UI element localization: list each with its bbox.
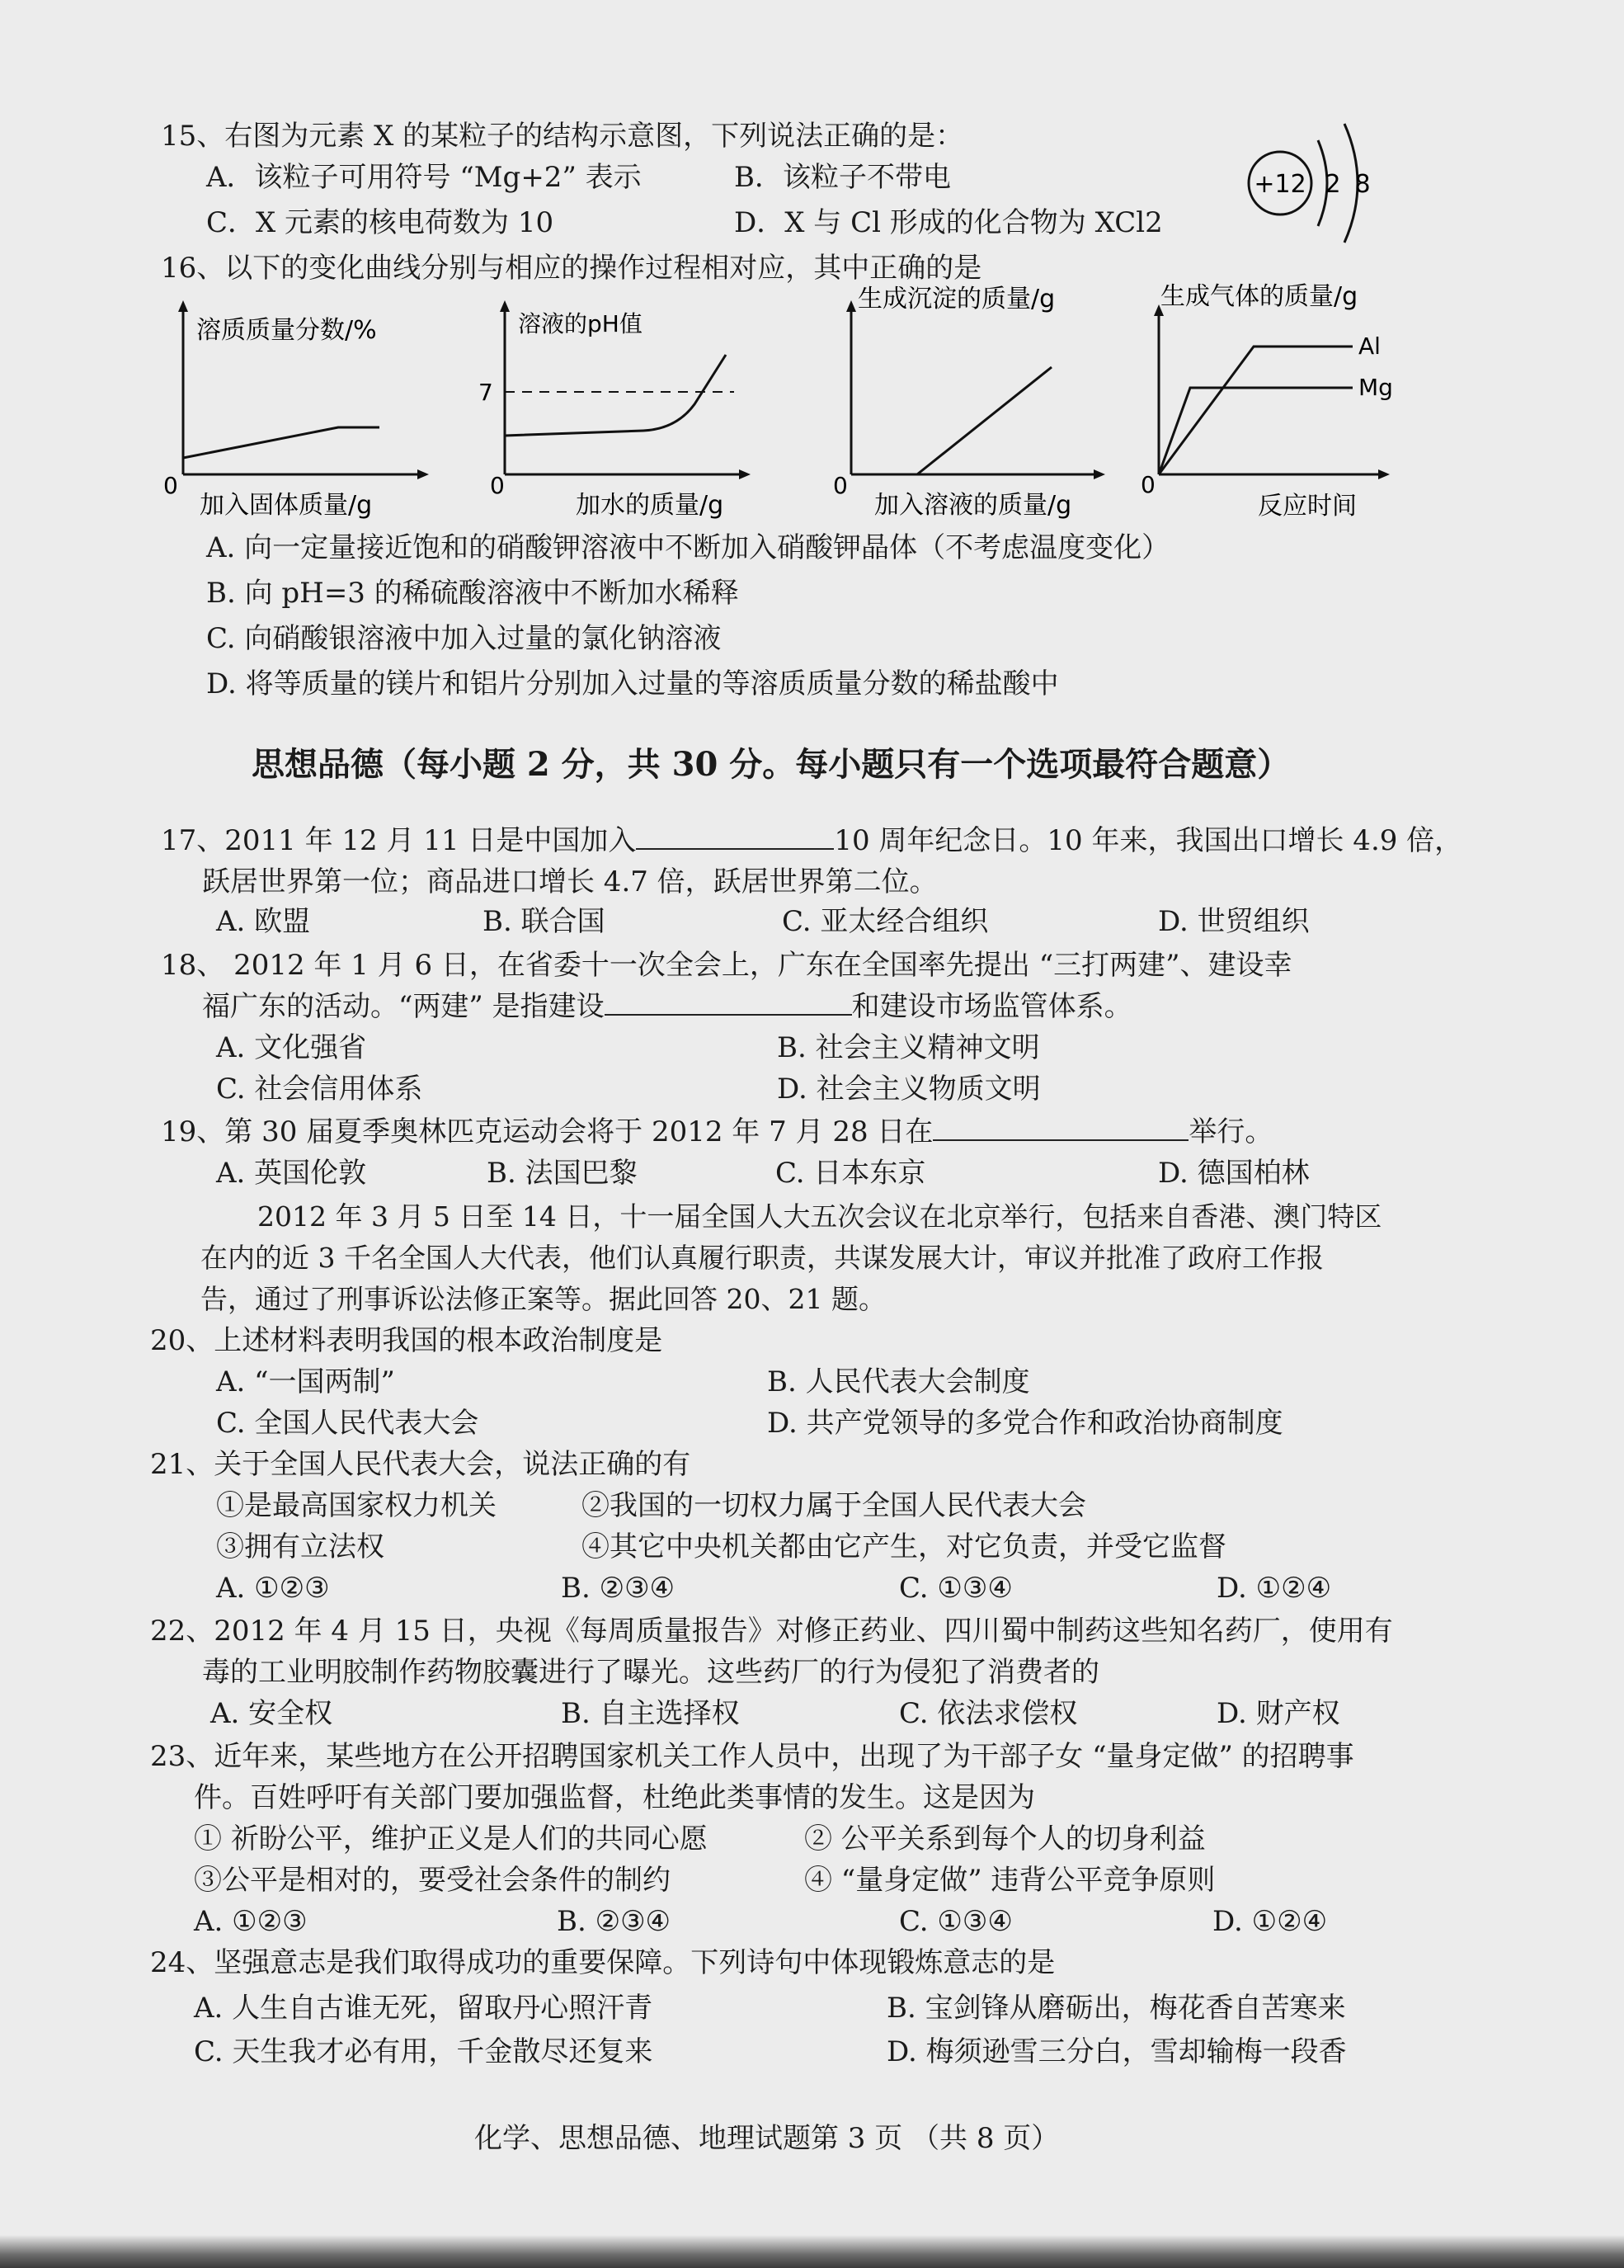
section-heading: 思想品德（每小题 2 分，共 30 分。每小题只有一个选项最符合题意） xyxy=(252,745,1291,784)
q17-option-b: B. 联合国 xyxy=(482,905,605,938)
q18-option-b: B. 社会主义精神文明 xyxy=(777,1031,1040,1064)
q19-option-b: B. 法国巴黎 xyxy=(487,1157,638,1190)
q24-option-d: D. 梅须逊雪三分白，雪却输梅一段香 xyxy=(887,2035,1347,2068)
q21-option-d: D. ①②④ xyxy=(1217,1572,1332,1605)
q16-stem: 16、以下的变化曲线分别与相应的操作过程相对应，其中正确的是 xyxy=(161,252,982,285)
q23-statement-3: ③公平是相对的，要受社会条件的制约 xyxy=(194,1864,671,1897)
q22-stem-cont: 毒的工业明胶制作药物胶囊进行了曝光。这些药厂的行为侵犯了消费者的 xyxy=(202,1656,1099,1689)
graph-b-xlabel: 加水的质量/g xyxy=(576,491,724,520)
graph-d-legend-mg: Mg xyxy=(1358,374,1393,401)
q15-option-a: A．该粒子可用符号 “Mg+2” 表示 xyxy=(206,161,642,194)
atom-structure-diagram xyxy=(1229,107,1394,256)
graph-a-xlabel: 加入固体质量/g xyxy=(200,491,373,520)
graph-c-y-arrow xyxy=(846,300,856,312)
q15-option-b: B．该粒子不带电 xyxy=(734,161,951,194)
q20-option-d: D. 共产党领导的多党合作和政治协商制度 xyxy=(767,1407,1283,1440)
material-line-1: 2012 年 3 月 5 日至 14 日，十一届全国人大五次会议在北京举行，包括来自香港、澳门特区 xyxy=(257,1200,1382,1233)
graph-c-origin: 0 xyxy=(833,472,848,499)
q21-option-b: B. ②③④ xyxy=(561,1572,675,1605)
q23-statement-2: ② 公平关系到每个人的切身利益 xyxy=(804,1822,1206,1855)
material-line-3: 告，通过了刑事诉讼法修正案等。据此回答 20、21 题。 xyxy=(200,1283,886,1315)
q17-stem-cont: 跃居世界第一位；商品进口增长 4.7 倍，跃居世界第二位。 xyxy=(202,865,938,898)
graph-d-xlabel: 反应时间 xyxy=(1258,492,1357,520)
q18-option-d: D. 社会主义物质文明 xyxy=(777,1073,1041,1106)
q17-stem: 17、2011 年 12 月 11 日是中国加入 10 周年纪念日。10 年来，我国出口增长 4.9 倍， xyxy=(161,824,1463,857)
graph-a-origin: 0 xyxy=(163,472,178,499)
graph-b-mark: 7 xyxy=(478,379,493,406)
graph-d-x-arrow xyxy=(1378,469,1390,479)
q17-option-a: A. 欧盟 xyxy=(216,905,311,938)
graph-c-ylabel: 生成沉淀的质量/g xyxy=(858,285,1056,314)
q23-option-a: A. ①②③ xyxy=(194,1905,308,1938)
q18-stem: 18、 2012 年 1 月 6 日，在省委十一次全会上，广东在全国率先提出 “三打两建”、建设幸 xyxy=(161,949,1292,982)
q20-option-c: C. 全国人民代表大会 xyxy=(216,1407,479,1440)
q23-option-c: C. ①③④ xyxy=(899,1905,1013,1938)
q19-stem: 19、第 30 届夏季奥林匹克运动会将于 2012 年 7 月 28 日在 举行。 xyxy=(161,1115,1273,1148)
material-line-2: 在内的近 3 千名全国人大代表，他们认真履行职责，共谋发展大计，审议并批准了政府工作报 xyxy=(200,1242,1324,1274)
q17-option-c: C. 亚太经合组织 xyxy=(782,905,989,938)
q21-statement-3: ③拥有立法权 xyxy=(216,1530,384,1563)
graph-b-ylabel: 溶液的pH值 xyxy=(518,310,643,337)
q21-statement-4: ④其它中央机关都由它产生，对它负责，并受它监督 xyxy=(581,1530,1226,1563)
graph-d-origin: 0 xyxy=(1141,471,1156,498)
q18-option-c: C. 社会信用体系 xyxy=(216,1073,423,1106)
q18-option-a: A. 文化强省 xyxy=(216,1031,367,1064)
q22-option-b: B. 自主选择权 xyxy=(561,1697,740,1730)
graph-c xyxy=(825,281,1138,520)
graph-b xyxy=(478,297,784,520)
shell-1-electrons: 2 xyxy=(1325,170,1341,199)
graph-a xyxy=(157,297,454,520)
graph-a-ylabel: 溶质质量分数/% xyxy=(196,316,377,345)
q22-option-a: A. 安全权 xyxy=(210,1697,333,1730)
q23-statement-4: ④ “量身定做” 违背公平竞争原则 xyxy=(804,1864,1216,1897)
q16-option-d: D. 将等质量的镁片和铝片分别加入过量的等溶质质量分数的稀盐酸中 xyxy=(206,667,1059,700)
page-footer: 化学、思想品德、地理试题第 3 页 （共 8 页） xyxy=(474,2122,1060,2155)
q16-option-a: A. 向一定量接近饱和的硝酸钾溶液中不断加入硝酸钾晶体（不考虑温度变化） xyxy=(206,531,1170,564)
q15-stem: 15、右图为元素 X 的某粒子的结构示意图，下列说法正确的是： xyxy=(161,120,964,153)
q23-option-d: D. ①②④ xyxy=(1212,1905,1328,1938)
graph-d-al-curve xyxy=(1159,347,1353,474)
graph-c-x-arrow xyxy=(1094,469,1105,479)
q21-stem: 21、关于全国人民代表大会，说法正确的有 xyxy=(150,1448,691,1481)
q20-stem: 20、上述材料表明我国的根本政治制度是 xyxy=(150,1324,663,1357)
q19-option-c: C. 日本东京 xyxy=(775,1157,926,1190)
q24-option-b: B. 宝剑锋从磨砺出，梅花香自苦寒来 xyxy=(887,1992,1346,2025)
q24-option-c: C. 天生我才必有用，千金散尽还复来 xyxy=(194,2035,653,2068)
graph-d-legend-al: Al xyxy=(1358,332,1381,360)
q20-option-a: A. “一国两制” xyxy=(216,1365,395,1398)
graph-a-y-arrow xyxy=(178,300,188,312)
q15-option-d: D．X 与 Cl 形成的化合物为 XCl2 xyxy=(734,206,1163,239)
q23-stem: 23、近年来，某些地方在公开招聘国家机关工作人员中，出现了为干部子女 “量身定做” 的招聘事 xyxy=(150,1740,1354,1773)
q19-option-d: D. 德国柏林 xyxy=(1158,1157,1310,1190)
graph-d-ylabel: 生成气体的质量/g xyxy=(1160,282,1358,311)
graph-c-curve xyxy=(917,367,1052,474)
graph-b-x-arrow xyxy=(739,469,751,479)
q16-option-b: B. 向 pH=3 的稀硫酸溶液中不断加水稀释 xyxy=(206,577,739,610)
q22-option-c: C. 依法求偿权 xyxy=(899,1697,1078,1730)
scan-bottom-edge xyxy=(0,2235,1624,2268)
graph-a-x-arrow xyxy=(417,469,429,479)
q20-option-b: B. 人民代表大会制度 xyxy=(767,1365,1030,1398)
graph-d-mg-curve xyxy=(1159,388,1353,474)
q21-statement-2: ②我国的一切权力属于全国人民代表大会 xyxy=(581,1489,1086,1522)
q21-option-c: C. ①③④ xyxy=(899,1572,1013,1605)
q17-option-d: D. 世贸组织 xyxy=(1158,905,1310,938)
q18-stem-cont: 福广东的活动。“两建” 是指建设 和建设市场监管体系。 xyxy=(202,990,1132,1023)
q19-option-a: A. 英国伦敦 xyxy=(216,1157,367,1190)
q17-blank xyxy=(636,823,834,850)
q24-stem: 24、坚强意志是我们取得成功的重要保障。下列诗句中体现锻炼意志的是 xyxy=(150,1946,1056,1979)
graph-a-curve xyxy=(183,427,379,458)
nucleus-charge: +12 xyxy=(1254,170,1306,199)
q19-blank xyxy=(933,1115,1189,1141)
q21-statement-1: ①是最高国家权力机关 xyxy=(216,1489,497,1522)
q15-option-c: C．X 元素的核电荷数为 10 xyxy=(206,206,554,239)
graph-b-curve xyxy=(505,355,726,436)
q23-option-b: B. ②③④ xyxy=(557,1905,671,1938)
q23-statement-1: ① 祈盼公平，维护正义是人们的共同心愿 xyxy=(194,1822,708,1855)
q22-option-d: D. 财产权 xyxy=(1217,1697,1340,1730)
q23-stem-cont: 件。百姓呼吁有关部门要加强监督，杜绝此类事情的发生。这是因为 xyxy=(194,1781,1035,1814)
graph-b-origin: 0 xyxy=(490,472,505,499)
shell-2-electrons: 8 xyxy=(1354,170,1371,199)
q16-option-c: C. 向硝酸银溶液中加入过量的氯化钠溶液 xyxy=(206,622,722,655)
graph-c-xlabel: 加入溶液的质量/g xyxy=(874,491,1072,520)
q22-stem: 22、2012 年 4 月 15 日，央视《每周质量报告》对修正药业、四川蜀中制药这些知名药厂，使用有 xyxy=(150,1615,1393,1648)
q24-option-a: A. 人生自古谁无死，留取丹心照汗青 xyxy=(194,1992,653,2025)
q21-option-a: A. ①②③ xyxy=(216,1572,330,1605)
graph-b-y-arrow xyxy=(500,300,510,312)
q18-blank xyxy=(605,989,852,1016)
graph-d xyxy=(1134,276,1456,520)
